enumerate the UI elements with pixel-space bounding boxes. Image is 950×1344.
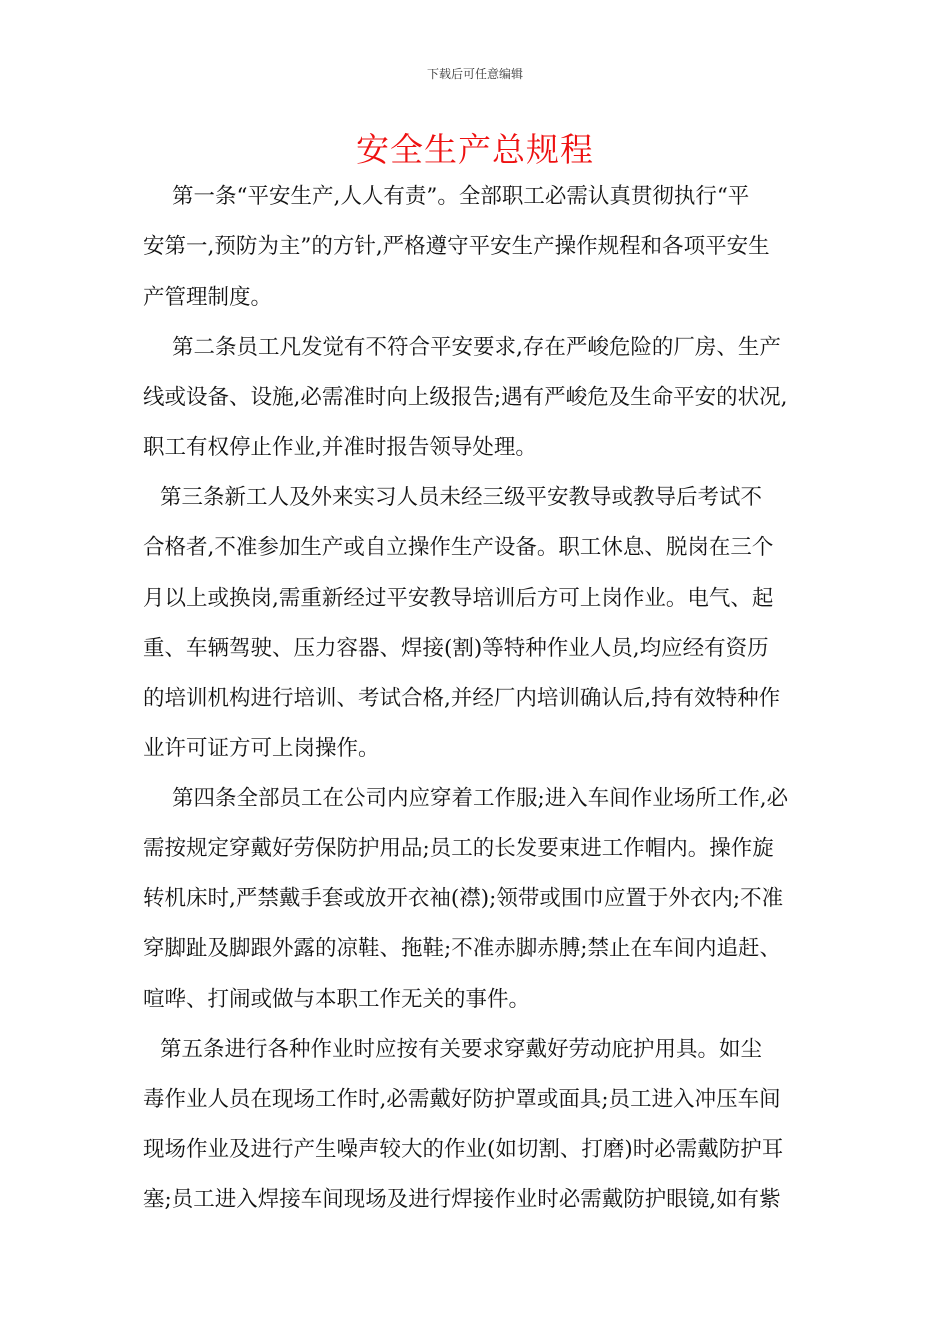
body-line: 第一条“平安生产,人人有责”。全部职工必需认真贯彻执行“平	[172, 184, 750, 209]
header-note: 下载后可任意编辑	[426, 67, 523, 81]
body-line: 需按规定穿戴好劳保防护用品;员工的长发要束进工作帽内。操作旋	[143, 836, 774, 861]
body-line: 第五条进行各种作业时应按有关要求穿戴好劳动庇护用具。如尘	[160, 1037, 763, 1062]
body-line: 现场作业及进行产生噪声较大的作业(如切割、打磨)时必需戴防护耳	[143, 1137, 784, 1162]
body-line: 重、车辆驾驶、压力容器、焊接(割)等特种作业人员,均应经有资历	[143, 636, 769, 661]
body-line: 线或设备、设施,必需准时向上级报告;遇有严峻危及生命平安的状况,	[143, 385, 788, 410]
body-line: 塞;员工进入焊接车间现场及进行焊接作业时必需戴防护眼镜,如有紫	[143, 1187, 781, 1212]
body-line: 穿脚趾及脚跟外露的凉鞋、拖鞋;不准赤脚赤膊;禁止在车间内追赶、	[143, 936, 781, 961]
body-line: 职工有权停止作业,并准时报告领导处理。	[143, 435, 537, 460]
body-line: 毒作业人员在现场工作时,必需戴好防护罩或面具;员工进入冲压车间	[143, 1087, 781, 1112]
document-title: 安全生产总规程	[356, 130, 594, 169]
body-line: 转机床时,严禁戴手套或放开衣袖(襟);领带或围巾应置于外衣内;不准	[143, 886, 784, 911]
body-line: 月以上或换岗,需重新经过平安教导培训后方可上岗作业。电气、起	[143, 586, 774, 611]
body-line: 喧哗、打闹或做与本职工作无关的事件。	[143, 987, 531, 1012]
body-line: 第二条员工凡发觉有不符合平安要求,存在严峻危险的厂房、生产	[172, 335, 781, 360]
body-line: 的培训机构进行培训、考试合格,并经厂内培训确认后,持有效特种作	[143, 686, 781, 711]
body-line: 业许可证方可上岗操作。	[143, 736, 380, 761]
body-line: 第四条全部员工在公司内应穿着工作服;进入车间作业场所工作,必	[172, 786, 789, 811]
body-line: 合格者,不准参加生产或自立操作生产设备。职工休息、脱岗在三个	[143, 535, 774, 560]
body-line: 安第一,预防为主”的方针,严格遵守平安生产操作规程和各项平安生	[143, 234, 770, 259]
body-line: 第三条新工人及外来实习人员未经三级平安教导或教导后考试不	[160, 485, 763, 510]
body-line: 产管理制度。	[143, 285, 273, 310]
